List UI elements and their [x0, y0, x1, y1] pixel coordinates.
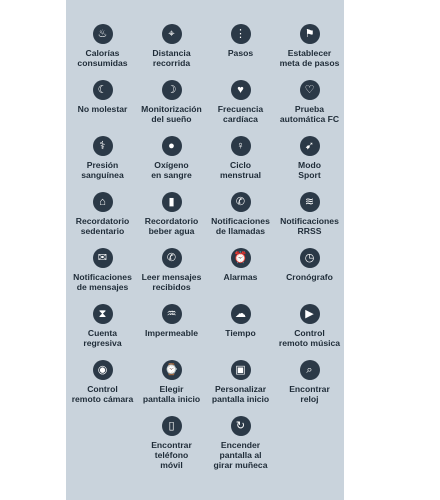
feature-label: Distancia recorrida [152, 48, 191, 68]
feature-item [68, 24, 137, 80]
feature-label: Control remoto música [278, 328, 341, 348]
feature-item [68, 80, 137, 136]
feature-item [206, 24, 275, 80]
heart-monitor-icon: ♡ [300, 80, 320, 100]
watch-face-icon: ⌚ [162, 360, 182, 380]
footprints-icon: ⋮ [231, 24, 251, 44]
feature-label: Notificaciones de llamadas [211, 216, 270, 236]
feature-item [137, 304, 206, 360]
alarm-icon: ⏰ [231, 248, 251, 268]
wrist-raise-icon: ↻ [231, 416, 251, 436]
flame-icon: ♨ [93, 24, 113, 44]
feature-label: Notificaciones de mensajes [73, 272, 132, 292]
feature-item [206, 192, 275, 248]
feature-grid [68, 24, 344, 472]
feature-item [206, 80, 275, 136]
stethoscope-icon: ⚕ [93, 136, 113, 156]
feature-item [137, 24, 206, 80]
feature-label: Impermeable [144, 328, 199, 338]
feature-label: Frecuencia cardíaca [217, 104, 264, 124]
weather-icon: ☁ [231, 304, 251, 324]
feature-label: Control remoto cámara [71, 384, 134, 404]
sleep-icon: ☽ [162, 80, 182, 100]
find-phone-icon: ▯ [162, 416, 182, 436]
feature-label: Alarmas [223, 272, 258, 282]
feature-item [68, 304, 137, 360]
feature-item [206, 136, 275, 192]
hourglass-icon: ⧗ [93, 304, 113, 324]
play-icon: ▶ [300, 304, 320, 324]
feature-item [206, 416, 275, 472]
running-icon: ➹ [300, 136, 320, 156]
feature-label: Modo Sport [298, 160, 321, 180]
whatsapp-icon: ✆ [162, 248, 182, 268]
map-pin-icon: ⌖ [162, 24, 182, 44]
envelope-icon: ✉ [93, 248, 113, 268]
feature-item [275, 192, 344, 248]
feature-label: Encontrar reloj [289, 384, 330, 404]
feature-label: Recordatorio sedentario [75, 216, 130, 236]
feature-item [137, 248, 206, 304]
feature-label: Calorías consumidas [77, 48, 128, 68]
feature-item [275, 304, 344, 360]
moon-icon: ☾ [93, 80, 113, 100]
feature-item [275, 248, 344, 304]
feature-item [275, 360, 344, 416]
feature-label: No molestar [77, 104, 128, 114]
feature-label: Monitorización del sueño [141, 104, 202, 124]
feature-item [275, 136, 344, 192]
feature-item [68, 360, 137, 416]
camera-icon: ◉ [93, 360, 113, 380]
feature-label: Notificaciones RRSS [280, 216, 339, 236]
feature-label: Recordatorio beber agua [144, 216, 199, 236]
feature-label: Pasos [227, 48, 254, 58]
feature-label: Cuenta regresiva [83, 328, 122, 348]
feature-label: Establecer meta de pasos [279, 48, 340, 68]
sedentary-icon: ⌂ [93, 192, 113, 212]
feature-label: Leer mensajes recibidos [141, 272, 202, 292]
feature-item [206, 360, 275, 416]
phone-icon: ✆ [231, 192, 251, 212]
feature-item [137, 192, 206, 248]
feature-item [137, 360, 206, 416]
feature-item [68, 192, 137, 248]
feature-label: Tiempo [225, 328, 256, 338]
feature-item [206, 304, 275, 360]
find-watch-icon: ⌕ [300, 360, 320, 380]
feature-label: Prueba automática FC [279, 104, 340, 124]
oxygen-drop-icon: ● [162, 136, 182, 156]
feature-item [68, 136, 137, 192]
feature-item [275, 80, 344, 136]
feature-label: Encender pantalla al girar muñeca [213, 440, 268, 470]
feature-label: Elegir pantalla inicio [142, 384, 201, 404]
feature-item [206, 248, 275, 304]
feature-item [137, 80, 206, 136]
water-bottle-icon: ▮ [162, 192, 182, 212]
feature-item [275, 24, 344, 80]
feature-item [68, 248, 137, 304]
feature-label: Personalizar pantalla inicio [211, 384, 270, 404]
feature-label: Cronógrafo [286, 272, 333, 282]
wifi-icon: ≋ [300, 192, 320, 212]
female-icon: ♀ [231, 136, 251, 156]
feature-label: Encontrar teléfono móvil [151, 440, 192, 470]
feature-label: Oxígeno en sangre [151, 160, 192, 180]
feature-label: Ciclo menstrual [219, 160, 262, 180]
feature-label: Presión sanguínea [81, 160, 124, 180]
feature-item [137, 136, 206, 192]
goal-flag-icon: ⚑ [300, 24, 320, 44]
waterproof-icon: ♒ [162, 304, 182, 324]
heart-icon: ♥ [231, 80, 251, 100]
feature-item [137, 416, 206, 472]
stopwatch-icon: ◷ [300, 248, 320, 268]
image-edit-icon: ▣ [231, 360, 251, 380]
